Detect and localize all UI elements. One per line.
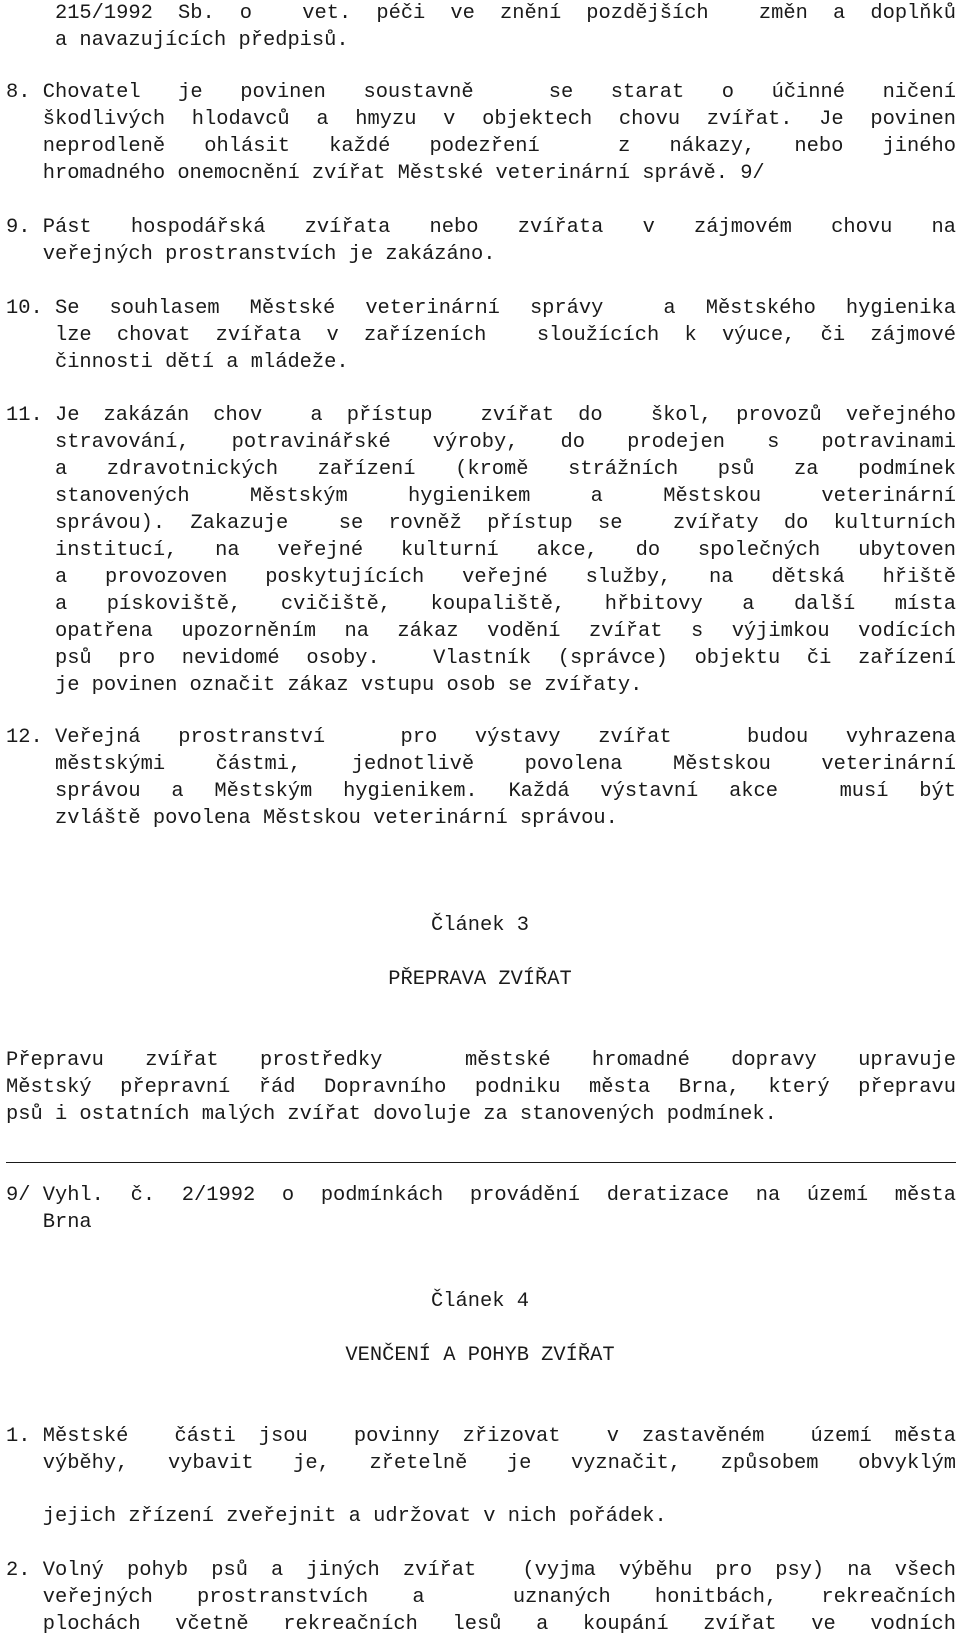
text-line: veřejných prostranstvích je zakázáno. [42, 243, 496, 266]
text-line: Městské části jsou povinny zřizovat v zastavěném území města [42, 1425, 956, 1448]
text-line: Se souhlasem Městské veterinární správy a Městského hygienika [54, 297, 956, 320]
text-line: činnosti dětí a mládeže. [54, 351, 349, 374]
article-4-item-1 [6, 1423, 956, 1530]
article-4-title: VENČENÍ A POHYB ZVÍŘAT [345, 1344, 615, 1367]
text-line: lze chovat zvířata v zařízeních sloužících k výuce, či zájmové [54, 324, 956, 347]
text-line: a provozoven poskytujících veřejné služby, na dětská hřiště [54, 566, 956, 589]
text-line: Chovatel je povinen soustavně se starat o účinné ničení [42, 81, 956, 104]
footnote-number: 9/ [6, 1184, 43, 1207]
article-3-number: Článek 3 [431, 914, 529, 937]
item-number: 9. [6, 216, 43, 239]
text-line: Vyhl. č. 2/1992 o podmínkách provádění deratizace na území města [42, 1184, 956, 1207]
text-line: Městský přepravní řád Dopravního podniku města Brna, který přepravu [6, 1076, 956, 1099]
text-line: Volný pohyb psů a jiných zvířat (vyjma výběhu pro psy) na všech [42, 1559, 956, 1582]
text-line: psů pro nevidomé osoby. Vlastník (správce) objektu či zařízení [54, 647, 956, 670]
text-line: zvláště povolena Městskou veterinární správou. [54, 807, 618, 830]
text-line: městskými částmi, jednotlivě povolena Městskou veterinární [54, 753, 956, 776]
text-line: stravování, potravinářské výroby, do prodejen s potravinami [54, 431, 956, 454]
text-line: neprodleně ohlásit každé podezření z nákazy, nebo jiného [42, 135, 956, 158]
text-line: plochách včetně rekreačních lesů a koupání zvířat ve vodních [42, 1613, 956, 1636]
footnote-separator [6, 1162, 956, 1163]
list-item-8 [6, 79, 956, 187]
text-line: výběhy, vybavit je, zřetelně je vyznačit, způsobem obvyklým [42, 1452, 956, 1475]
item-number: 1. [6, 1425, 43, 1448]
text-line: Přepravu zvířat prostředky městské hromadné dopravy upravuje [6, 1049, 956, 1072]
text-line: a pískoviště, cvičiště, koupaliště, hřbitovy a další místa [54, 593, 956, 616]
text-line: je povinen označit zákaz vstupu osob se zvířaty. [54, 674, 643, 697]
text-line: správou). Zakazuje se rovněž přístup se zvířaty do kulturních [54, 512, 956, 535]
footnote-9 [6, 1182, 956, 1236]
article-4-number: Článek 4 [431, 1290, 529, 1313]
text-line: hromadného onemocnění zvířat Městské veterinární správě. 9/ [42, 162, 765, 185]
text-line: a navazujících předpisů. [54, 29, 349, 52]
text-line: správou a Městským hygienikem. Každá výstavní akce musí být [54, 780, 956, 803]
text-line: opatřena upozorněním na zákaz vodění zvířat s výjimkou vodících [54, 620, 956, 643]
text-line: škodlivých hlodavců a hmyzu v objektech chovu zvířat. Je povinen [42, 108, 956, 131]
text-line: Brna [42, 1211, 92, 1234]
list-item-9 [6, 214, 956, 268]
text-line: Veřejná prostranství pro výstavy zvířat budou vyhrazena [54, 726, 956, 749]
item-number: 10. [6, 297, 55, 320]
item-number: 11. [6, 404, 55, 427]
item-number: 2. [6, 1559, 43, 1582]
text-line: Pást hospodářská zvířata nebo zvířata v zájmovém chovu na [42, 216, 956, 239]
text-line: Je zakázán chov a přístup zvířat do škol, provozů veřejného [54, 404, 956, 427]
text-line: institucí, na veřejné kulturní akce, do společných ubytoven [54, 539, 956, 562]
item-number: 8. [6, 81, 43, 104]
text-line: jejich zřízení zveřejnit a udržovat v nich pořádek. [42, 1505, 667, 1528]
text-line: stanovených Městským hygienikem a Městskou veterinární [54, 485, 956, 508]
list-item-12 [6, 724, 956, 832]
article-3-paragraph [6, 1047, 956, 1128]
article-4-item-2 [6, 1557, 956, 1638]
text-line: 215/1992 Sb. o vet. péči ve znění pozdějších změn a doplňků [54, 2, 956, 25]
text-line: psů i ostatních malých zvířat dovoluje za stanovených podmínek. [6, 1103, 777, 1126]
article-3-title: PŘEPRAVA ZVÍŘAT [388, 968, 572, 991]
list-item-11 [6, 402, 956, 699]
item-number: 12. [6, 726, 55, 749]
text-line: veřejných prostranstvích a uznaných honitbách, rekreačních [42, 1586, 956, 1609]
list-item-10 [6, 295, 956, 376]
intro-indent [6, 0, 55, 54]
text-line: a zdravotnických zařízení (kromě strážních psů za podmínek [54, 458, 956, 481]
intro-paragraph [6, 0, 956, 54]
